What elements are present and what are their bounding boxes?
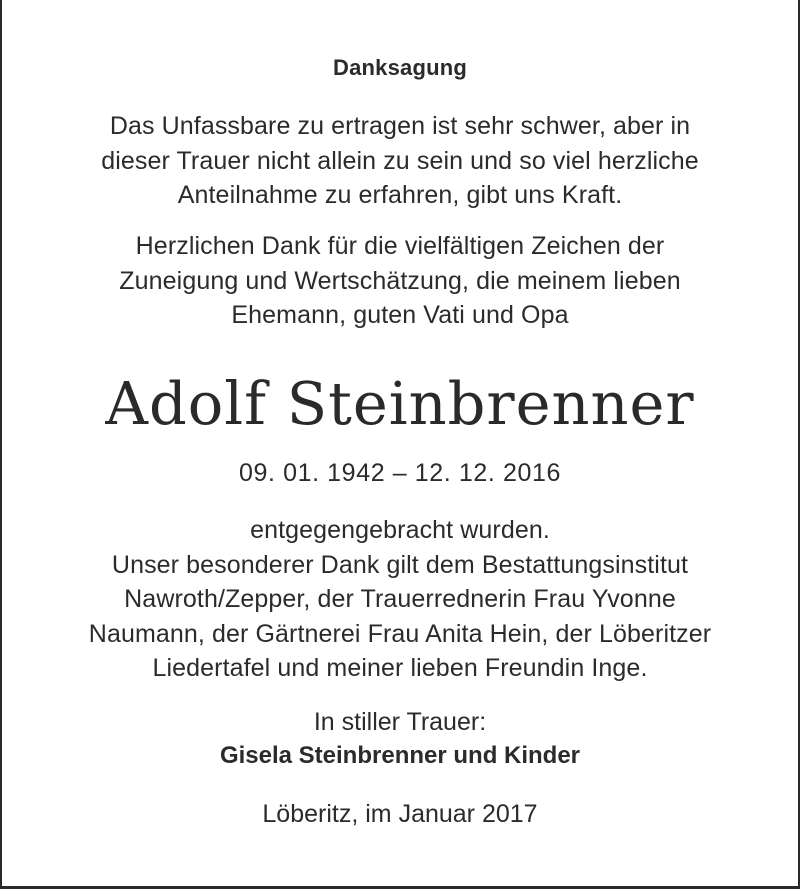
paragraph-acknowledgements	[40, 513, 760, 686]
text-line: Unser besonderer Dank gilt dem Bestattungsinstitut	[111, 550, 689, 579]
text-line: Liedertafel und meiner lieben Freundin Inge.	[152, 654, 648, 682]
notice-heading: Danksagung	[332, 55, 468, 80]
text-line: Nawroth/Zepper, der Trauerrednerin Frau Yvonne	[124, 585, 676, 613]
place-date: Löberitz, im Januar 2017	[262, 800, 538, 828]
text-line: entgegengebracht wurden.	[250, 516, 550, 544]
text-line: Anteilnahme zu erfahren, gibt uns Kraft.	[177, 181, 623, 209]
text-line: Ehemann, guten Vati und Opa	[231, 301, 569, 329]
text-line: Herzlichen Dank für die vielfältigen Zeichen der	[135, 232, 665, 260]
paragraph-thanks	[40, 229, 760, 333]
text-line: Zuneigung und Wertschätzung, die meinem lieben	[119, 266, 681, 295]
deceased-name: Adolf Steinbrenner	[105, 369, 695, 438]
signoff-text: In stiller Trauer:	[313, 708, 487, 736]
text-line: Das Unfassbare zu ertragen ist sehr schwer, aber in	[109, 112, 691, 140]
text-line: dieser Trauer nicht allein zu sein und so viel herzliche	[101, 146, 699, 175]
family-signature: Gisela Steinbrenner und Kinder	[219, 742, 581, 769]
text-line: Naumann, der Gärtnerei Frau Anita Hein, der Löberitzer	[88, 619, 712, 648]
life-dates: 09. 01. 1942 – 12. 12. 2016	[238, 459, 562, 487]
paragraph-condolence	[40, 109, 760, 213]
